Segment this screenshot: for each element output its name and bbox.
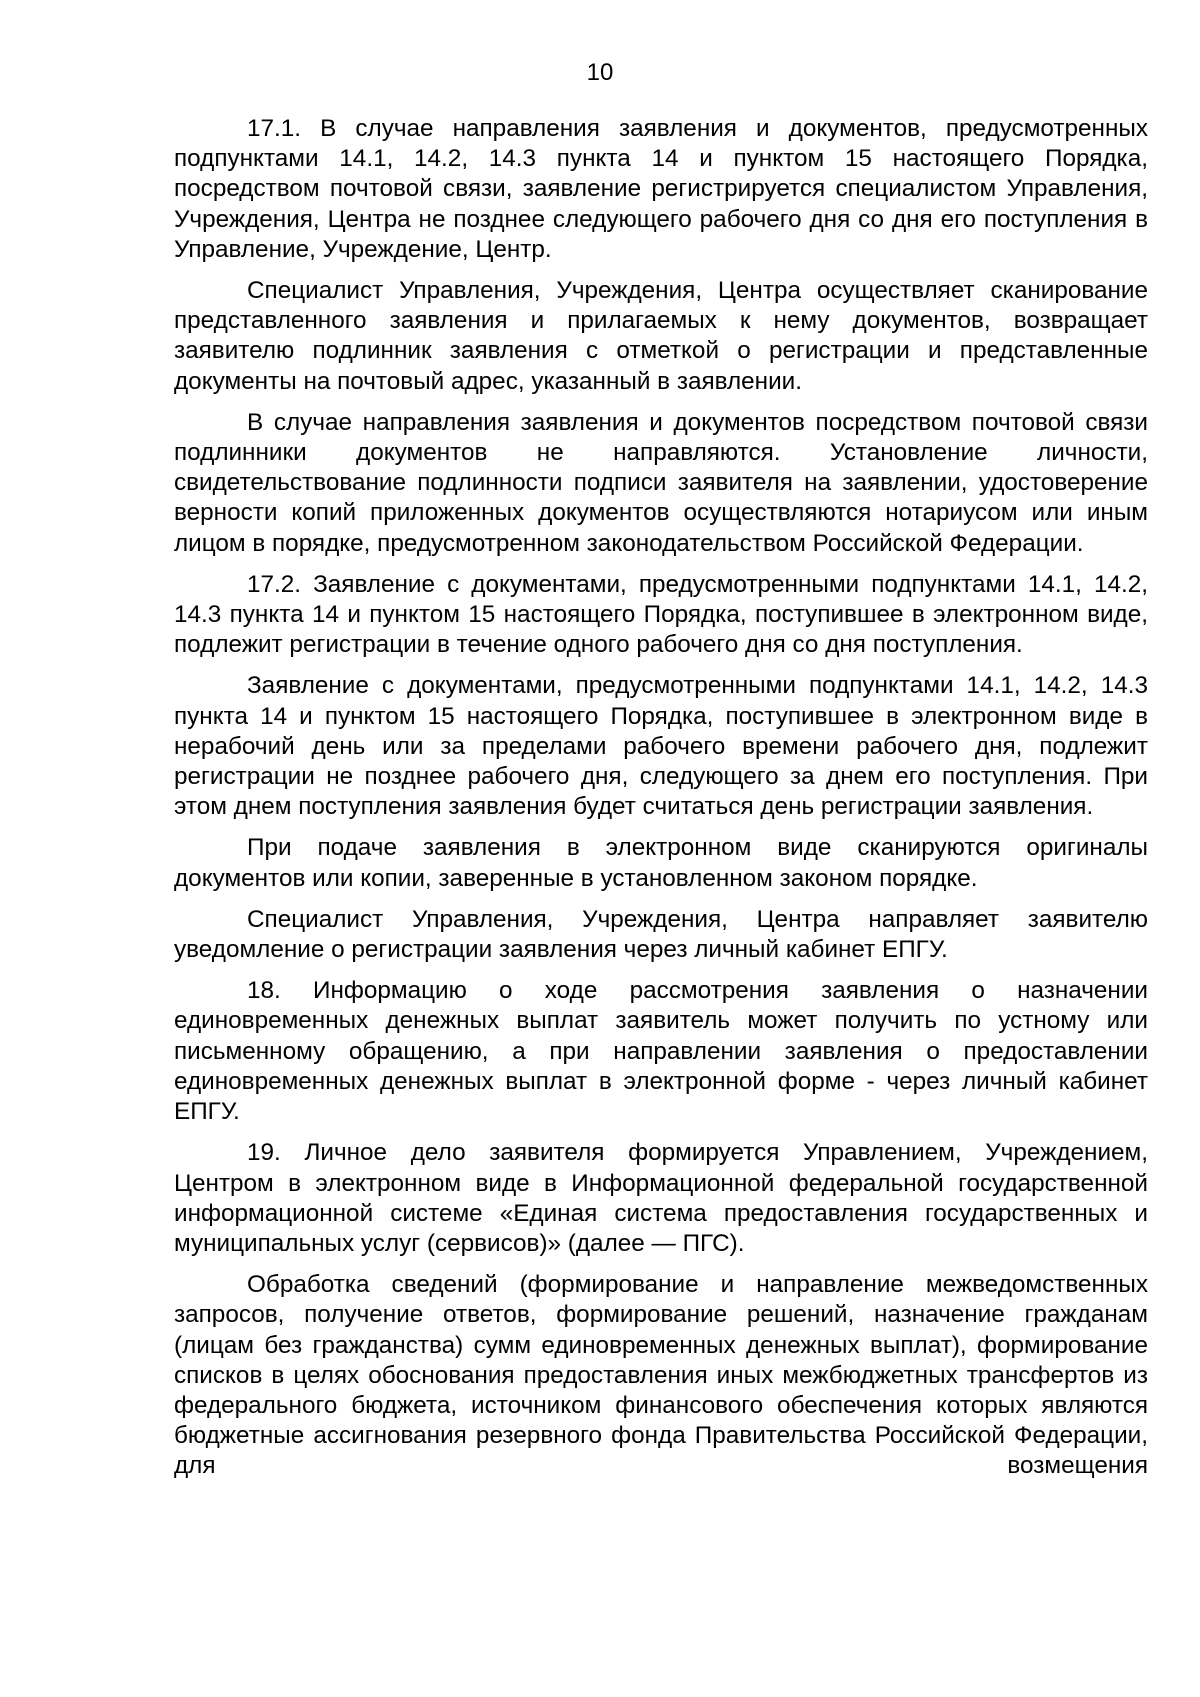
paragraph-specialist-scanning: Специалист Управления, Учреждения, Центра осуществляет сканирование представленного заявления и прилагаемых к нему документов, возвращает заявителю подлинник заявления с отметкой о регистрации и представленные документы на почтовый адрес, указанный в заявлении.	[174, 277, 1148, 395]
page-number: 10	[586, 59, 614, 86]
paragraph-17-1: 17.1. В случае направления заявления и документов, предусмотренных подпунктами 14.1, 14.2, 14.3 пункта 14 и пунктом 15 настоящего Порядка, посредством почтовой связи, заявление регистрируется специалистом Управления, Учреждения, Центра не позднее следующего рабочего дня со дня его поступления в Управление, Учреждение, Центр.	[174, 115, 1148, 263]
document-body	[174, 114, 1148, 1482]
paragraph-notification: Специалист Управления, Учреждения, Центра направляет заявителю уведомление о регистрации заявления через личный кабинет ЕПГУ.	[174, 905, 1148, 964]
paragraph-electronic-scans: При подаче заявления в электронном виде сканируются оригиналы документов или копии, заверенные в установленном законом порядке.	[174, 834, 1148, 892]
paragraph-18: 18. Информацию о ходе рассмотрения заявления о назначении единовременных денежных выплат заявитель может получить по устному или письменному обращению, а при направлении заявления о предоставлении единовременных денежных выплат в электронной форме - через личный кабинет ЕПГУ.	[174, 977, 1148, 1126]
paragraph-nonworking-day: Заявление с документами, предусмотренными подпунктами 14.1, 14.2, 14.3 пункта 14 и пунктом 15 настоящего Порядка, поступившее в электронном виде в нерабочий день или за пределами рабочего времени рабочего дня, подлежит регистрации не позднее рабочего дня, следующего за днем его поступления. При этом днем поступления заявления будет считаться день регистрации заявления.	[174, 672, 1148, 821]
paragraph-postal-originals: В случае направления заявления и документов посредством почтовой связи подлинники документов не направляются. Установление личности, свидетельствование подлинности подписи заявителя на заявлении, удостоверение верности копий приложенных документов осуществляются нотариусом или иным лицом в порядке, предусмотренном законодательством Российской Федерации.	[174, 408, 1148, 557]
paragraph-data-processing: Обработка сведений (формирование и направление межведомственных запросов, получение ответов, формирование решений, назначение гражданам (лицам без гражданства) сумм единовременных денежных выплат), формирование списков в целях обоснования предоставления иных межбюджетных трансфертов из федерального бюджета, источником финансового обеспечения которых являются бюджетные ассигнования резервного фонда Правительства Российской Федерации, для возмещения	[174, 1271, 1148, 1480]
paragraph-19: 19. Личное дело заявителя формируется Управлением, Учреждением, Центром в электронном виде в Информационной федеральной государственной информационной системе «Единая система предоставления государственных и муниципальных услуг (сервисов)» (далее — ПГС).	[174, 1139, 1148, 1257]
paragraph-17-2: 17.2. Заявление с документами, предусмотренными подпунктами 14.1, 14.2, 14.3 пункта 14 и пунктом 15 настоящего Порядка, поступившее в электронном виде, подлежит регистрации в течение одного рабочего дня со дня поступления.	[174, 570, 1148, 659]
